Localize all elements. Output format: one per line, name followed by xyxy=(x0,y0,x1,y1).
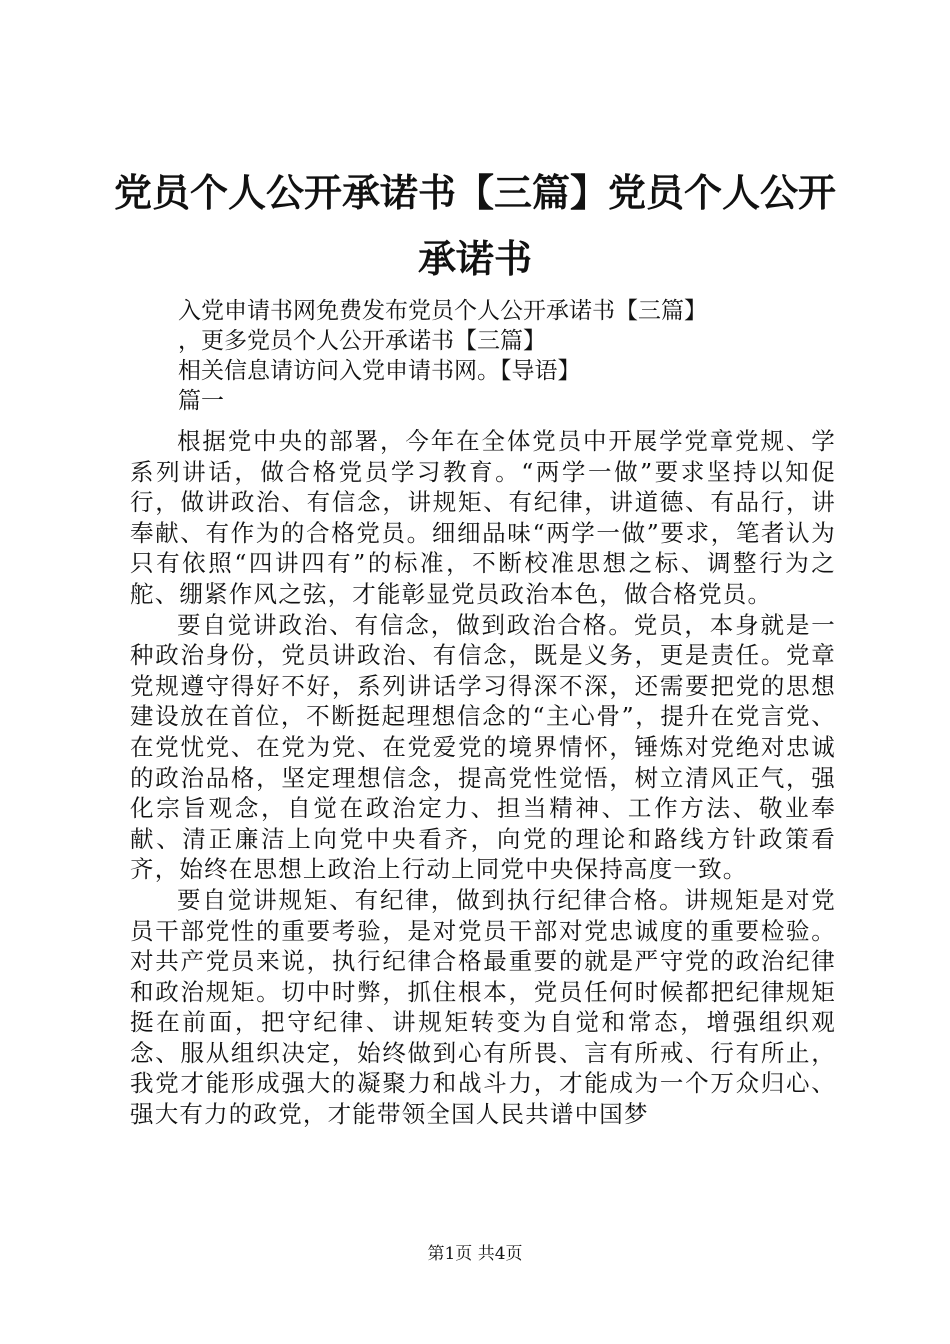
paragraph: 要自觉讲规矩、有纪律，做到执行纪律合格。讲规矩是对党员干部党性的重要考验，是对党员干部对党忠诚度的重要检验。对共产党员来说，执行纪律合格最重要的就是严守党的政治纪律和政治规矩。切中时弊，抓住根本，党员任何时候都把纪律规矩挺在前面，把守纪律、讲规矩转变为自觉和常态，增强组织观念、服从组织决定，始终做到心有所畏、言有所戒、行有所止，我党才能形成强大的凝聚力和战斗力，才能成为一个万众归心、强大有力的政党，才能带领全国人民共谱中国梦 xyxy=(130,885,836,1129)
body-text xyxy=(130,426,836,1130)
page-footer: 第1页 共4页 xyxy=(427,1244,523,1264)
section-heading: 篇一 xyxy=(178,388,224,414)
intro-line: ，更多党员个人公开承诺书【三篇】 xyxy=(178,328,546,354)
intro-block xyxy=(178,296,818,416)
paragraph: 要自觉讲政治、有信念，做到政治合格。党员，本身就是一种政治身份，党员讲政治、有信念，既是义务，更是责任。党章党规遵守得好不好，系列讲话学习得深不深，还需要把党的思想建设放在首位，不断挺起理想信念的“主心骨”，提升在党言党、在党忧党、在党为党、在党爱党的境界情怀，锤炼对党绝对忠诚的政治品格，坚定理想信念，提高党性觉悟，树立清风正气，强化宗旨观念，自觉在政治定力、担当精神、工作方法、敬业奉献、清正廉洁上向党中央看齐，向党的理论和路线方针政策看齐，始终在思想上政治上行动上同党中央保持高度一致。 xyxy=(130,610,836,884)
intro-line: 入党申请书网免费发布党员个人公开承诺书【三篇】 xyxy=(178,298,707,324)
paragraph: 根据党中央的部署，今年在全体党员中开展学党章党规、学系列讲话，做合格党员学习教育。“两学一做”要求坚持以知促行，做讲政治、有信念，讲规矩、有纪律，讲道德、有品行，讲奉献、有作为的合格党员。细细品味“两学一做”要求，笔者认为只有依照“四讲四有”的标准，不断校准思想之标、调整行为之舵、绷紧作风之弦，才能彰显党员政治本色，做合格党员。 xyxy=(130,427,836,608)
document-title: 党员个人公开承诺书【三篇】党员个人公开承诺书 xyxy=(113,170,836,281)
intro-line: 相关信息请访问入党申请书网。【导语】 xyxy=(178,358,581,384)
